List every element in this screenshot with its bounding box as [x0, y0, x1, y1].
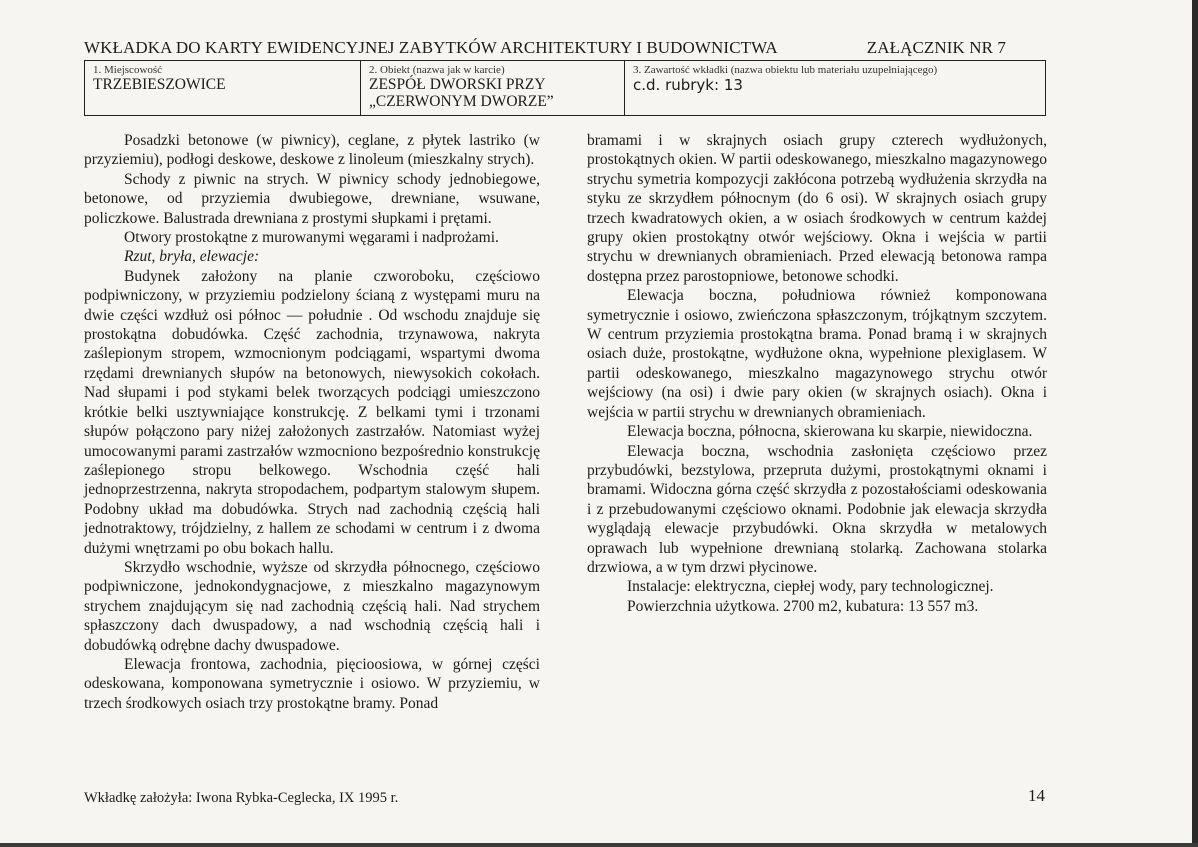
- section-heading-text: Rzut, bryła, elewacje:: [124, 248, 260, 266]
- paragraph: Instalacje: elektryczna, ciepłej wody, pary technologicznej.: [627, 578, 994, 596]
- object-cell: [361, 61, 625, 115]
- paragraph: Posadzki betonowe (w piwnicy), ceglane, z płytek lastriko (w przyziemiu), podłogi deskowe, deskowe z linoleum (mieszkalny strych).: [84, 132, 540, 169]
- annex-number: ZAŁĄCZNIK NR 7: [866, 38, 1006, 57]
- paragraph: Elewacja boczna, północna, skierowana ku skarpie, niewidoczna.: [627, 423, 1033, 441]
- paragraph: Budynek założony na planie czworoboku, częściowo podpiwniczony, w przyziemiu podzielony ścianą z występami muru na dwie części wzdłuż osi północ — południe . Od wschodu znajduje się prostokątna dobudówka. Część zachodnia, trzynawowa, nakryta zaślepionym stropem, wzmocnionym podciągami, wspartymi dwoma rzędami drewnianych słupów na betonowych, niewysokich cokołach. Nad słupami i pod stykami belek tworzących podciągi umieszczono krótkie belki usztywniające konstrukcję. Z belkami tymi i trzonami słupów połączono pary niżej założonych zastrzałów. Natomiast wyżej umocowanymi parami zastrzałów wzmocniono bezpośrednio konstrukcję zaślepionego stropu belkowego. Wschodnia część hali jednoprzestrzenna, nakryta stropodachem, podpartym stalowym słupem. Podobny układ ma dobudówka. Strych nad zachodnią częścią hali jednotraktowy, trójdzielny, z hallem ze schodami w centrum i z dwoma dużymi wnętrzami po obu bokach hallu.: [84, 267, 540, 557]
- locality-label: 1. Miejscowość: [93, 64, 163, 76]
- right-text-column: [587, 131, 1047, 616]
- content-cell: [625, 61, 1045, 115]
- paragraph: Elewacja frontowa, zachodnia, pięcioosiowa, w górnej części odeskowana, komponowana symetrycznie i osiowo. W przyziemiu, w trzech środkowych osiach trzy prostokątne bramy. Ponad: [84, 655, 540, 712]
- paragraph: Schody z piwnic na strych. W piwnicy schody jednobiegowe, betonowe, od przyziemia dwubiegowe, drewniane, wsuwane, policzkowe. Balustrada drewniana z prostymi słupkami i prętami.: [84, 170, 540, 227]
- paragraph: Otwory prostokątne z murowanymi węgarami i nadprożami.: [124, 229, 499, 247]
- document-title: WKŁADKA DO KARTY EWIDENCYJNEJ ZABYTKÓW ARCHITEKTURY I BUDOWNICTWA: [84, 38, 778, 57]
- object-label: 2. Obiekt (nazwa jak w karcie): [369, 64, 505, 76]
- content-value: c.d. rubryk: 13: [633, 76, 743, 94]
- document-header: [84, 38, 1006, 60]
- left-text-column: [84, 131, 540, 713]
- paragraph: Powierzchnia użytkowa. 2700 m2, kubatura: 13 557 m3.: [627, 597, 979, 615]
- page-number: 14: [1028, 786, 1045, 805]
- paragraph: Elewacja boczna, wschodnia zasłonięta częściowo przez przybudówki, bezstylowa, przepruta dużymi, prostokątnymi oknami i bramami. Widoczna górna część skrzydła z pozostałościami odeskowania i z przebudowanymi częściowo oknami. Podobnie jak elewacja skrzydła wyglądają elewacje przybudówki. Okna skrzydła w metalowych oprawach lub wypełnione drewnianą stolarką. Zachowana stolarka drzwiowa, a w tym drzwi płycinowe.: [587, 442, 1047, 576]
- author-note: Wkładkę założyła: Iwona Rybka-Ceglecka, IX 1995 r.: [84, 790, 399, 806]
- scan-edge-bottom: [0, 843, 1198, 847]
- paragraph: Skrzydło wschodnie, wyższe od skrzydła północnego, częściowo podpiwniczone, jednokondygnacjowe, z mieszkalno magazynowym strychem znajdującym się nad zachodnią częścią hali. Nad strychem spłaszczony dach dwuspadowy, a nad wschodnią częścią hali i dobudówką odrębne dachy dwuspadowe.: [84, 558, 540, 654]
- locality-value: TRZEBIESZOWICE: [93, 76, 226, 93]
- object-value-line1: ZESPÓŁ DWORSKI PRZY: [369, 76, 546, 93]
- locality-cell: [85, 61, 361, 115]
- info-table: [84, 60, 1046, 116]
- section-heading: [84, 247, 540, 266]
- scan-edge-right: [1192, 0, 1198, 847]
- paragraph: Elewacja boczna, południowa również komponowana symetrycznie i osiowo, zwieńczona spłaszczonym, trójkątnym szczytem. W centrum przyziemia prostokątna brama. Ponad bramą i w skrajnych osiach duże, prostokątne, wydłużone okna, wypełnione plexiglasem. W partii odeskowanego, mieszkalno magazynowego strychu otwór wejściowy (na osi) i dwie pary okien (w skrajnych osiach). Okna i wejścia w partii strychu w drewnianych obramieniach.: [587, 287, 1047, 421]
- paragraph: bramami i w skrajnych osiach grupy czterech wydłużonych, prostokątnych okien. W partii odeskowanego, mieszkalno magazynowego strychu symetria kompozycji zakłócona potrzebą wydłużenia skrzydła na styku ze skrzydłem północnym (do 6 osi). W skrajnych osiach grupy trzech kwadratowych okien, a w osiach środkowych w centrum każdej grupy okien prostokątny otwór wejściowy. Okna i wejścia w partii strychu w drewnianych obramieniach. Przed elewacją betonowa rampa dostępna przez parostopniowe, betonowe schodki.: [587, 132, 1048, 285]
- object-value-line2: „CZERWONYM DWORZE”: [369, 92, 554, 110]
- content-label: 3. Zawartość wkładki (nazwa obiektu lub materiału uzupełniającego): [633, 64, 938, 76]
